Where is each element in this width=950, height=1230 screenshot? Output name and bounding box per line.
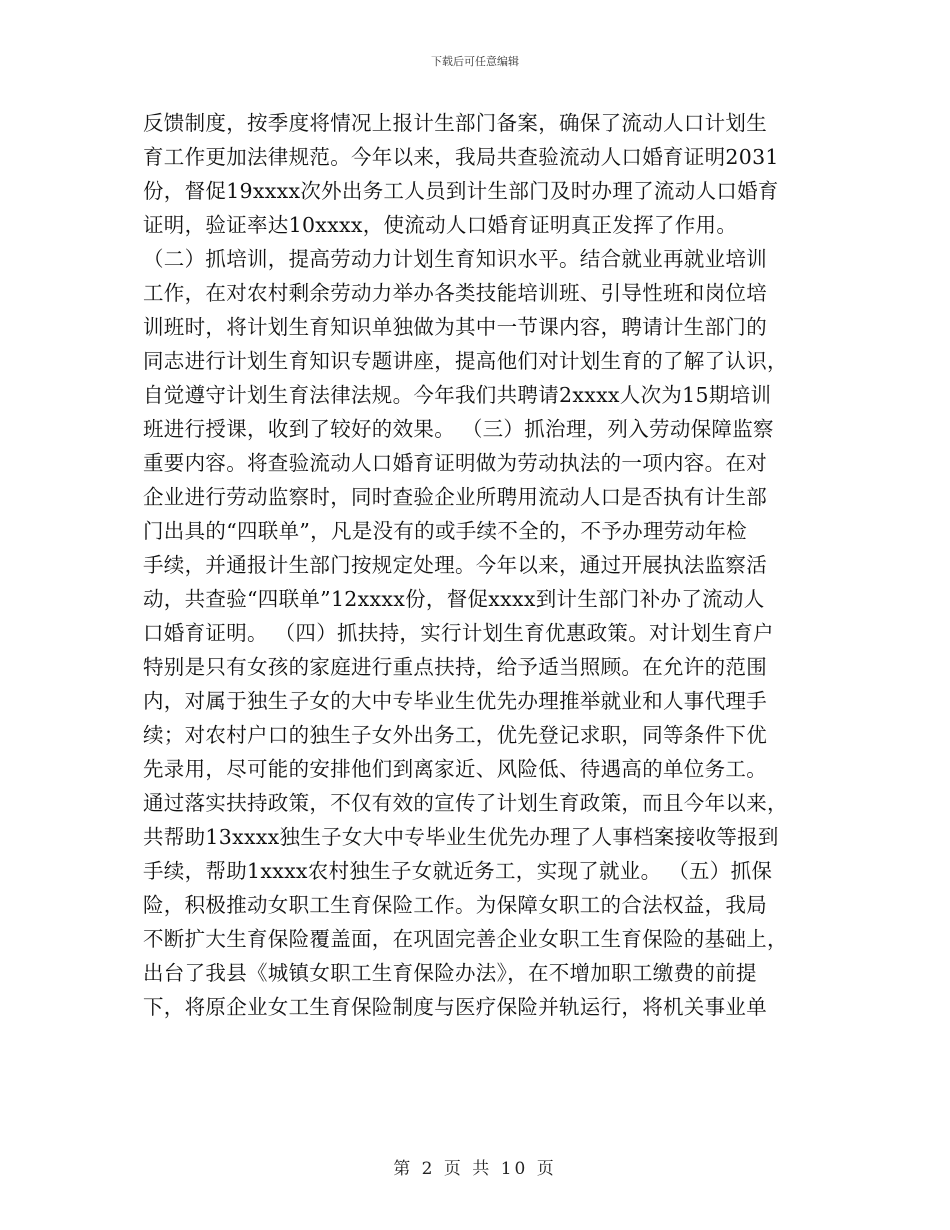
text-line: 动，共查验“四联单”12xxxx份，督促xxxx到计生部门补办了流动人 xyxy=(143,587,765,611)
text-line: 反馈制度，按季度将情况上报计生部门备案，确保了流动人口计划生 xyxy=(143,111,767,135)
text-line: 共帮助13xxxx独生子女大中专毕业生优先办理了人事档案接收等报到 xyxy=(143,825,779,849)
text-line: 续；对农村户口的独生子女外出务工，优先登记求职，同等条件下优 xyxy=(143,723,767,747)
text-line: 下，将原企业女工生育保险制度与医疗保险并轨运行，将机关事业单 xyxy=(143,995,767,1019)
text-line: 险，积极推动女职工生育保险工作。为保障女职工的合法权益，我局 xyxy=(143,893,767,917)
page-footer: 第 2 页 共 10 页 xyxy=(393,1159,557,1179)
text-line: 出台了我县《城镇女职工生育保险办法》，在不增加职工缴费的前提 xyxy=(143,961,757,985)
text-line: 工作，在对农村剩余劳动力举办各类技能培训班、引导性班和岗位培 xyxy=(143,281,767,305)
text-line: 门出具的“四联单”，凡是没有的或手续不全的，不予办理劳动年检 xyxy=(143,519,747,543)
text-line: 同志进行计划生育知识专题讲座，提高他们对计划生育的了解了认识， xyxy=(143,349,788,373)
text-line: 育工作更加法律规范。今年以来，我局共查验流动人口婚育证明2031 xyxy=(143,145,779,169)
text-line: 通过落实扶持政策，不仅有效的宣传了计划生育政策，而且今年以来， xyxy=(143,791,788,815)
text-line: 手续，并通报计生部门按规定处理。今年以来，通过开展执法监察活 xyxy=(143,553,767,577)
text-line: 特别是只有女孩的家庭进行重点扶持，给予适当照顾。在允许的范围 xyxy=(143,655,767,679)
text-line: 份，督促19xxxx次外出务工人员到计生部门及时办理了流动人口婚育 xyxy=(143,179,779,203)
text-line: 重要内容。将查验流动人口婚育证明做为劳动执法的一项内容。在对 xyxy=(143,451,767,475)
text-line: 班进行授课，收到了较好的效果。 （三）抓治理，列入劳动保障监察 xyxy=(143,417,774,441)
text-line: （二）抓培训，提高劳动力计划生育知识水平。结合就业再就业培训 xyxy=(143,247,767,271)
text-line: 口婚育证明。 （四）抓扶持，实行计划生育优惠政策。对计划生育户 xyxy=(143,621,774,645)
text-line: 企业进行劳动监察时，同时查验企业所聘用流动人口是否执有计生部 xyxy=(143,485,767,509)
page-header: 下载后可任意编辑 xyxy=(431,55,519,68)
text-line: 自觉遵守计划生育法律法规。今年我们共聘请2xxxx人次为15期培训 xyxy=(143,383,772,407)
text-line: 不断扩大生育保险覆盖面，在巩固完善企业女职工生育保险的基础上， xyxy=(143,927,788,951)
text-line: 证明，验证率达10xxxx，使流动人口婚育证明真正发挥了作用。 xyxy=(143,213,738,237)
text-line: 训班时，将计划生育知识单独做为其中一节课内容，聘请计生部门的 xyxy=(143,315,767,339)
document-body xyxy=(143,106,813,1024)
text-line: 手续，帮助1xxxx农村独生子女就近务工，实现了就业。 （五）抓保 xyxy=(143,859,773,883)
text-line: 内，对属于独生子女的大中专毕业生优先办理推举就业和人事代理手 xyxy=(143,689,767,713)
text-line: 先录用，尽可能的安排他们到离家近、风险低、待遇高的单位务工。 xyxy=(143,757,767,781)
